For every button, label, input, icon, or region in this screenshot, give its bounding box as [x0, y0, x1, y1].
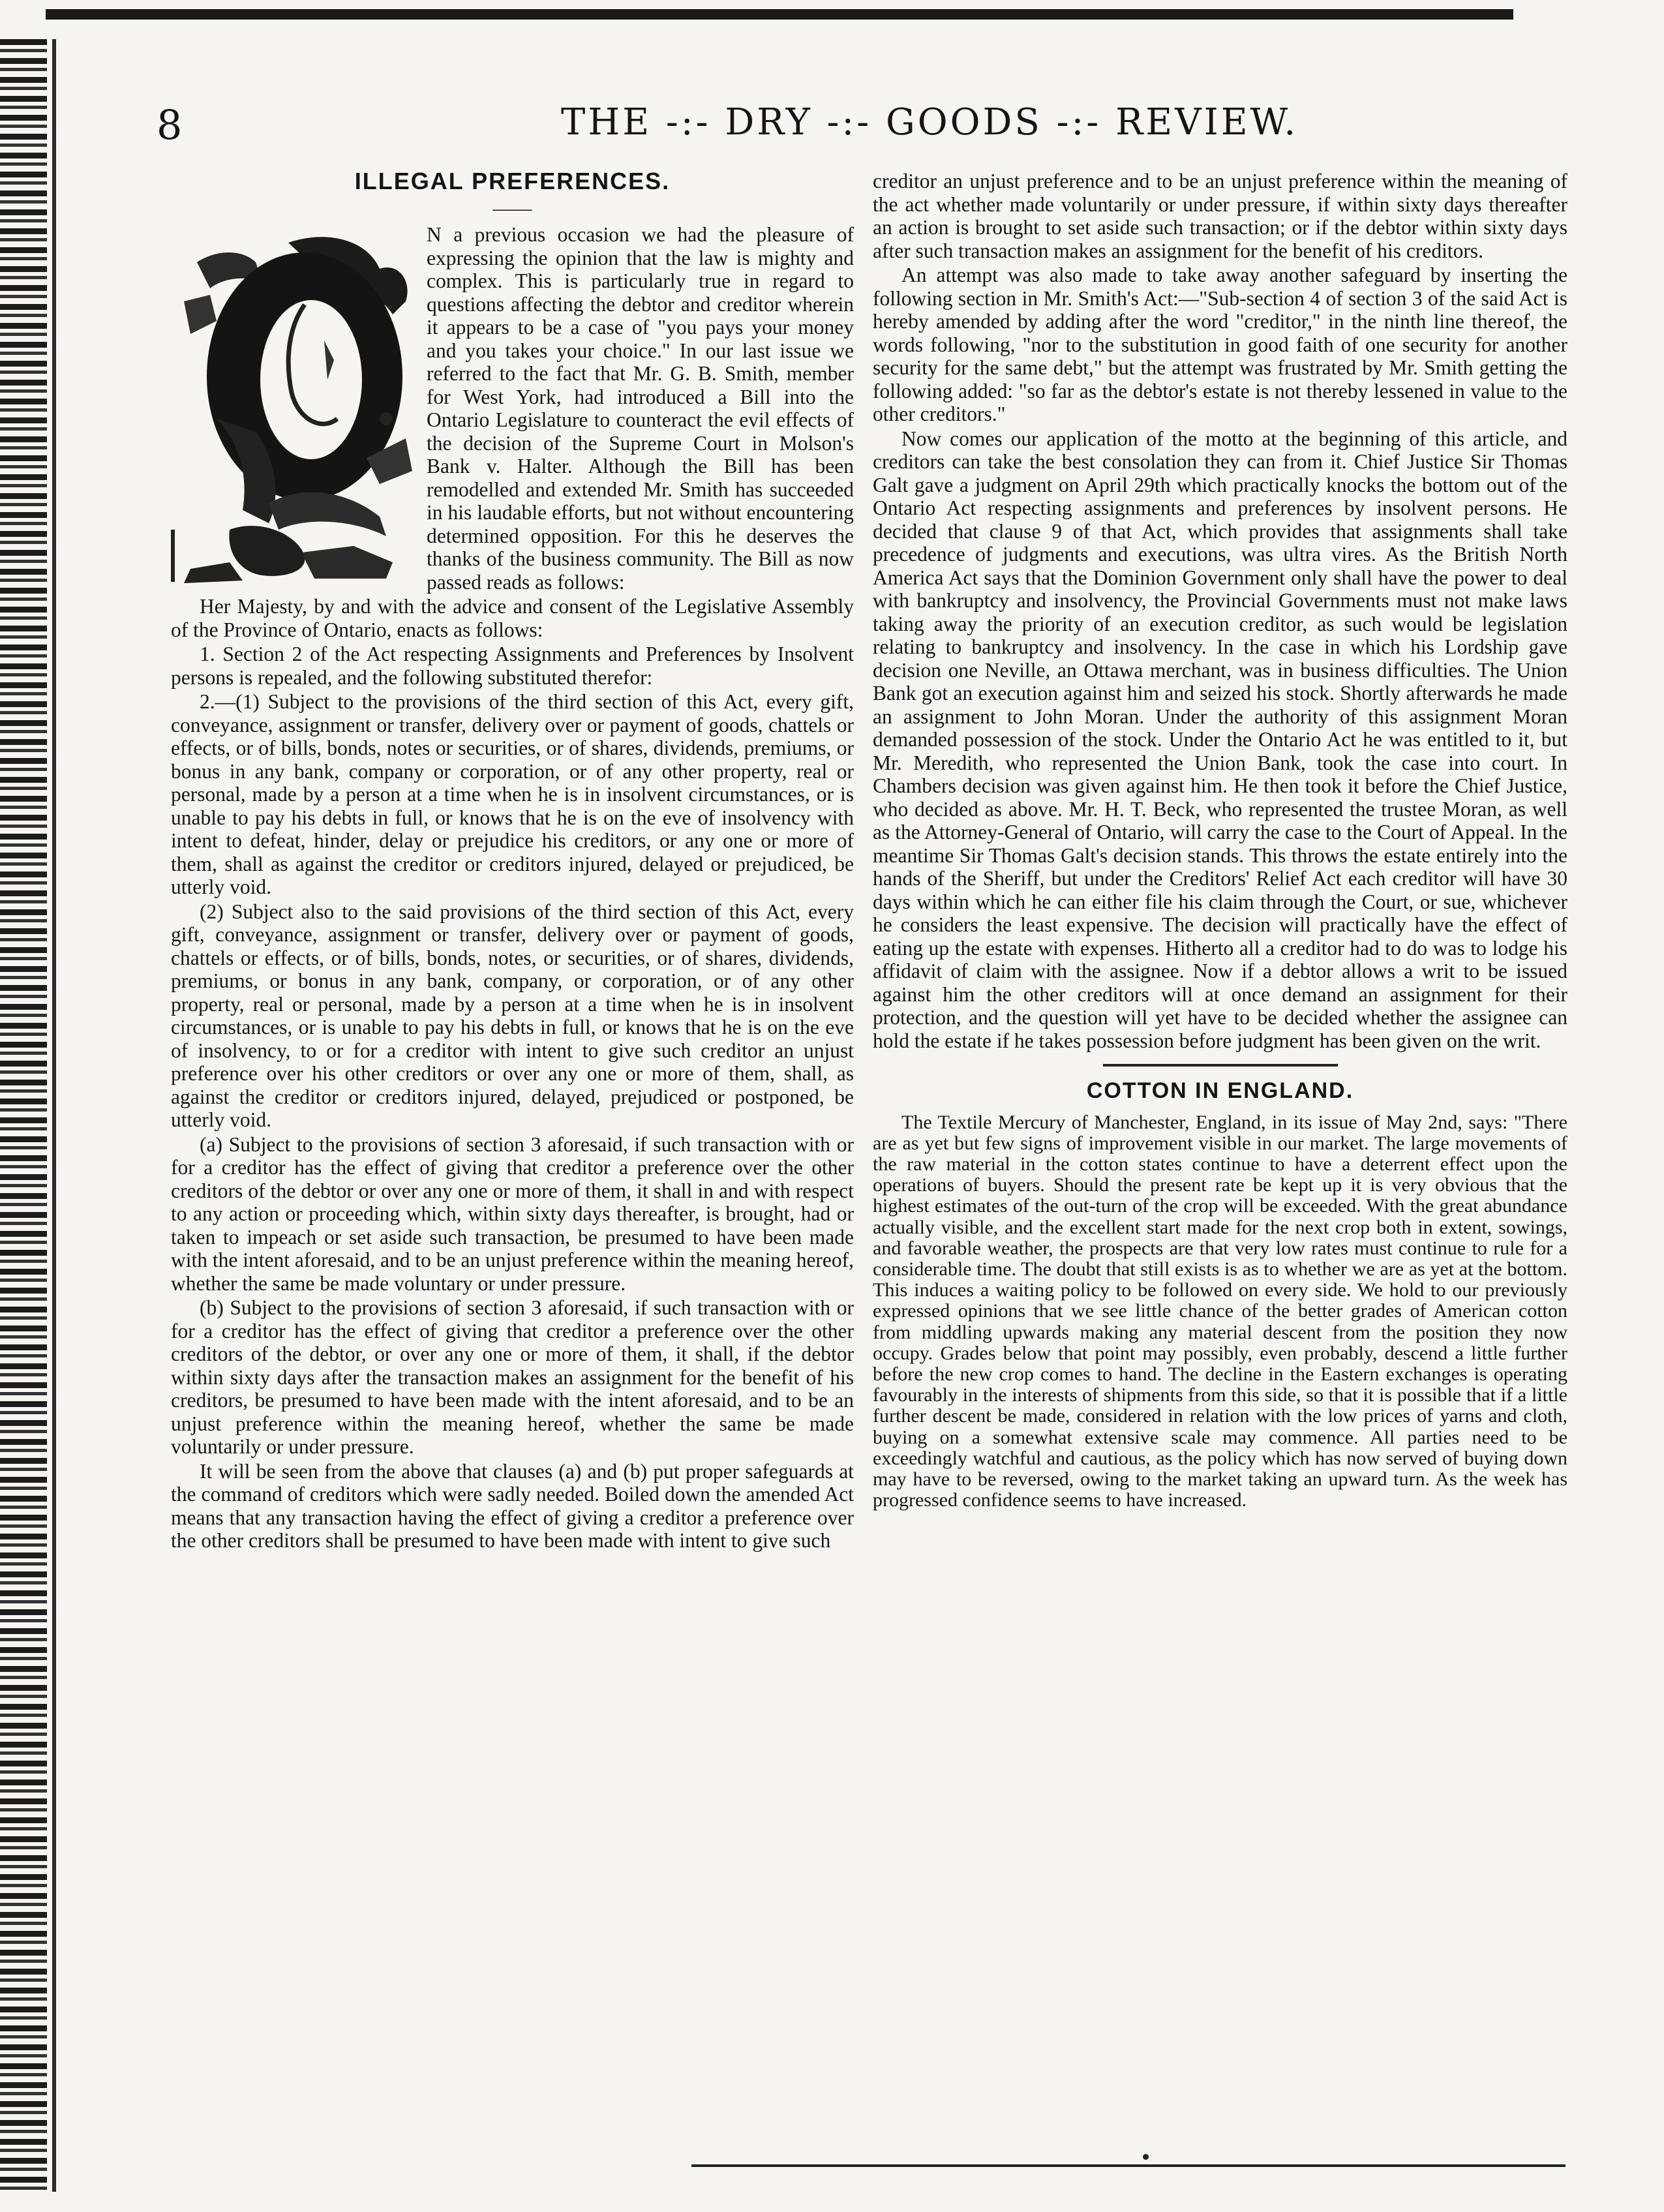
bottom-dot [1143, 2154, 1149, 2160]
article1-paragraph-clause-a: (a) Subject to the provisions of section 3 aforesaid, if such transaction with or for a creditor has the effect of giving that creditor a preference over the other creditors of the debtor or over any one or more of them, it shall in and with respect to any action or proceeding which, within sixty days thereafter, is brought, had or taken to impeach or set aside such transaction, be presumed to have been made with the intent aforesaid, and to be an unjust preference within the meaning hereof, whether the same be made voluntary or under pressure. [171, 1132, 855, 1295]
decorative-initial-o-illustration [171, 223, 419, 584]
article1-paragraph-section-2-2: (2) Subject also to the said provisions of the third section of this Act, every gift, conveyance, assignment or transfer, delivery over or payment of goods, chattels or effects, or of bills, bonds, notes, or securities, or of shares, dividends, premiums, or bonus in any bank, company, or corporation, or of any other property, real or personal, made by a person at a time when he is in insolvent circumstances, or is unable to pay his debts in full, or knows that he is on the eve of insolvency, to or for a creditor with intent to give such creditor an unjust preference over his other creditors or over any one or more of them, shall, as against the creditor or creditors injured, delayed, prejudiced or postponed, be utterly void. [171, 900, 854, 1131]
bottom-rule [691, 2164, 1566, 2167]
section-divider-rule [1103, 1064, 1338, 1067]
left-binding-edge [0, 39, 47, 2192]
article1-paragraph-enactment: Her Majesty, by and with the advice and consent of the Legislative Assembly of the Province of Ontario, enacts as follows: [171, 595, 854, 641]
article1-paragraph-clause-b: (b) Subject to the provisions of section 3 aforesaid, if such transaction with or for a creditor has the effect of giving that creditor a preference over the other creditors of the debtor, or over any one or more of them, it shall, if the debtor within sixty days after the transaction makes an assignment for the benefit of his creditors, be presumed to have been made with the intent aforesaid, and to be an unjust preference within the meaning hereof, whether the same be made voluntarily or under pressure. [171, 1296, 854, 1458]
article1-paragraph-intro: N a previous occasion we had the pleasure of expressing the opinion that the law is mighty and complex. This is particularly true in regard to questions affecting the debtor and creditor wherein it appears to be a case of "you pays your money and you takes your choice." In our last issue we referred to the fact that Mr. G. B. Smith, member for West York, had introduced a Bill into the Ontario Legislature to counteract the evil effects of the decision of the Supreme Court in Molson's Bank v. Halter. Although the Bill has been remodelled and extended Mr. Smith has succeeded in his laudable efforts, but not without encountering determined opposition. For this he deserves the thanks of the business community. The Bill as now passed reads as follows: [427, 223, 854, 594]
title-separator: —— [492, 198, 532, 219]
left-binding-line [52, 39, 56, 2192]
article1-paragraph-attempt: An attempt was also made to take away another safeguard by inserting the following section in Mr. Smith's Act:—"Sub-section 4 of section 3 of the said Act is hereby amended by adding after the word "creditor," in the ninth line thereof, the words following, "nor to the substitution in good faith of one security for another security for the same debt," but the attempt was frustrated by Mr. Smith getting the following added: "so far as the debtor's estate is not thereby lessened in value to the other creditors." [873, 264, 1567, 425]
article1-paragraph-summary: It will be seen from the above that clauses (a) and (b) put proper safeguards at the command of creditors which were sadly needed. Boiled down the amended Act means that any transaction having the effect of giving a creditor a preference over the other creditors shall be presumed to have been made with intent to give such [171, 1459, 854, 1552]
masthead-title: THE -:- DRY -:- GOODS -:- REVIEW. [561, 101, 1299, 144]
right-column [873, 170, 1567, 1512]
article-title-illegal-preferences: ILLEGAL PREFERENCES. [354, 168, 671, 194]
left-column [171, 170, 854, 1554]
article1-paragraph-motto: Now comes our application of the motto at the beginning of this article, and creditors can take the best consolation they can from it. Chief Justice Sir Thomas Galt gave a judgment on April 29th which practically knocks the bottom out of the Ontario Act respecting assignments and preferences by insolvent persons. He decided that clause 9 of that Act, which provides that assignments shall take precedence of judgments and executions, was ultra vires. As the British North America Act says that the Dominion Government only shall have the power to deal with bankruptcy and insolvency, the Provincial Governments must not make laws taking away the priority of an execution creditor, as such would be legislation relating to bankruptcy and insolvency. In the case in which his Lordship gave decision one Neville, an Ottawa merchant, was in business difficulties. The Union Bank got an execution against him and seized his stock. Shortly afterwards he made an assignment to John Moran. Under the authority of this assignment Moran demanded possession of the stock. Under the Ontario Act he was entitled to it, but Mr. Meredith, who represented the Union Bank, took the case into court. In Chambers decision was given against him. He then took it before the Chief Justice, who decided as above. Mr. H. T. Beck, who represented the trustee Moran, as well as the Attorney-General of Ontario, will carry the case to the Court of Appeal. In the meantime Sir Thomas Galt's decision stands. This throws the estate entirely into the hands of the Sheriff, but under the Creditors' Relief Act each creditor will have 30 days within which he can either file his claim through the Court, or sue, whichever he considers the least expensive. The decision will practically have the effect of eating up the estate with expenses. Hitherto all a creditor had to do was to lodge his affidavit of claim with the assignee. Now if a debtor allows a writ to be issued against him the other creditors will at once demand an assignment for their protection, and the question will yet have to be decided whether the assignee can hold the estate if he takes possession before judgment has been given on the writ. [873, 427, 1567, 1052]
article1-continued-paragraph: creditor an unjust preference and to be an unjust preference within the meaning of the act whether made voluntarily or under pressure, if within sixty days thereafter an action is brought to set aside such transaction; or if the debtor within sixty days after such transaction makes an assignment for the benefit of his creditors. [873, 170, 1567, 262]
top-border-rule [46, 9, 1513, 20]
page-header [157, 101, 1396, 153]
page-number: 8 [157, 101, 183, 149]
article1-paragraph-section-1: 1. Section 2 of the Act respecting Assignments and Preferences by Insolvent persons is repealed, and the following substituted therefor: [171, 643, 854, 689]
article1-paragraph-section-2-1: 2.—(1) Subject to the provisions of the third section of this Act, every gift, conveyance, assignment or transfer, delivery over or payment of goods, chattels or effects, or of bills, bonds, notes or securities, or of shares, dividends, premiums, or bonus in any bank, company or corporation, or of any other property, real or personal, made by a person at a time when he is in insolvent circumstances, or is unable to pay his debts in full, or knows that he is on the eve of insolvency with intent to defeat, hinder, delay or prejudice his creditors, or any one or more of them, shall as against the creditor or creditors injured, delayed or prejudiced, be utterly void. [171, 690, 854, 898]
article2-paragraph: The Textile Mercury of Manchester, England, in its issue of May 2nd, says: "There are as yet but few signs of improvement visible in our market. The large movements of the raw material in the cotton states continue to have a deterrent effect upon the operations of buyers. Should the present rate be kept up it is very obvious that the highest estimates of the out-turn of the crop will be exceeded. With the great abundance actually visible, and the excellent start made for the next crop both in extent, sowings, and favorable weather, the prospects are that very low rates must continue to rule for a considerable time. The doubt that still exists is as to whether we are as yet at the bottom. This induces a waiting policy to be followed on every side. We hold to our previously expressed opinions that we see little chance of the better grades of American cotton from middling upwards making any material descent from the position they now occupy. Grades below that point may possibly, even probably, descend a little further before the new crop comes to hand. The decline in the Eastern exchanges is operating favourably in the interests of shipments from this side, so that it is possible that if a little further descent be made, considered in relation with the low prices of yarns and cloth, buying on a somewhat extensive scale may commence. All parties need to be exceedingly watchful and cautious, as the policy which has now served of buying down may have to be reversed, owing to the market taking an upward turn. As the week has progressed confidence seems to have increased. [873, 1111, 1567, 1511]
article-title-cotton-in-england: COTTON IN ENGLAND. [1086, 1078, 1354, 1103]
cotton-article-body [873, 1112, 1567, 1511]
